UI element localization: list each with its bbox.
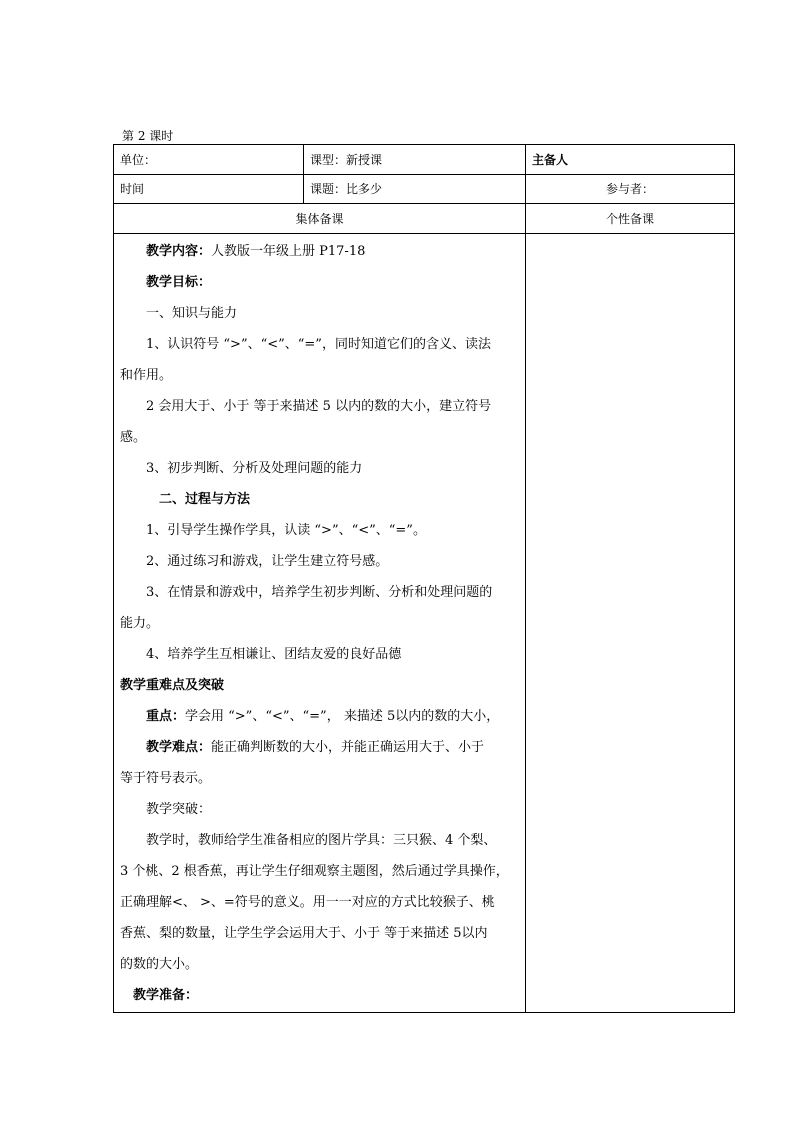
difficulty-text: 能正确判断数的大小，并能正确运用大于、小于: [211, 740, 485, 755]
collective-prep-content: [114, 234, 526, 1013]
header-row-1: [114, 145, 735, 175]
collective-prep-header: 集体备课: [114, 204, 526, 234]
individual-prep-header: 个性备课: [526, 204, 735, 234]
breakthrough-line: 教学时，教师给学生准备相应的图片学具：三只猴、4 个梨、: [146, 833, 497, 848]
key-point: [120, 701, 519, 732]
breakthrough-line: 3 个桃、2 根香蕉，再让学生仔细观察主题图，然后通过学具操作，: [120, 864, 509, 879]
difficulty-label: 教学难点：: [146, 740, 212, 755]
lesson-period-label: 第 2 课时: [122, 129, 174, 143]
objective-line: 2 会用大于、小于 等于来描述 5 以内的数的大小，建立符号: [146, 399, 492, 414]
preparation-heading: [120, 980, 519, 1011]
lesson-plan-table: [113, 144, 735, 1013]
lead-prep-cell: 主备人: [526, 145, 735, 175]
process-label: 二、过程与方法: [159, 492, 251, 507]
difficulty: [120, 732, 519, 763]
header-row-2: [114, 175, 735, 204]
unit-cell: 单位：: [114, 145, 304, 175]
breakthrough-heading: 教学突破：: [146, 802, 212, 817]
content-row: [114, 234, 735, 1013]
objective-line: 3、初步判断、分析及处理问题的能力: [146, 461, 363, 476]
difficulty-line: 等于符号表示。: [120, 771, 212, 786]
key-points-heading: [120, 670, 519, 701]
objective-line: 感。: [120, 430, 147, 445]
objectives-label: 教学目标：: [146, 275, 212, 290]
breakthrough-line: 的数的大小。: [120, 957, 199, 972]
objective-line: 和作用。: [120, 368, 173, 383]
breakthrough-line: 正确理解<、 >、=符号的意义。用一一对应的方式比较猴子、桃: [120, 895, 495, 910]
key-point-label: 重点：: [146, 709, 186, 724]
key-points-label: 教学重难点及突破: [120, 678, 225, 693]
preparation-label: 教学准备：: [133, 988, 199, 1003]
column-header-row: [114, 204, 735, 234]
teaching-content: [120, 236, 519, 267]
process-line: 2、通过练习和游戏，让学生建立符号感。: [146, 554, 389, 569]
topic-cell: 课题：比多少: [304, 175, 526, 204]
breakthrough-line: 香蕉、梨的数量，让学生学会运用大于、小于 等于来描述 5以内: [120, 926, 488, 941]
objectives-heading: [120, 267, 519, 298]
participants-cell: 参与者：: [526, 175, 735, 204]
time-cell: 时间: [114, 175, 304, 204]
individual-prep-content: [526, 234, 735, 1013]
teaching-content-label: 教学内容：: [146, 244, 212, 259]
process-heading: [120, 484, 519, 515]
lesson-type-cell: 课型：新授课: [304, 145, 526, 175]
objective-line: 1、认识符号 “>”、“<”、“=”，同时知道它们的含义、读法: [146, 337, 491, 352]
knowledge-heading: 一、知识与能力: [146, 306, 238, 321]
process-line: 4、培养学生互相谦让、团结友爱的良好品德: [146, 647, 402, 662]
process-line: 能力。: [120, 616, 160, 631]
process-line: 1、引导学生操作学具，认读 “>”、“<”、“=”。: [146, 523, 426, 538]
key-point-text: 学会用 “>”、“<”、“=”， 来描述 5以内的数的大小，: [185, 709, 500, 724]
process-line: 3、在情景和游戏中，培养学生初步判断、分析和处理问题的: [146, 585, 493, 600]
teaching-content-text: 人教版一年级上册 P17-18: [211, 244, 366, 259]
